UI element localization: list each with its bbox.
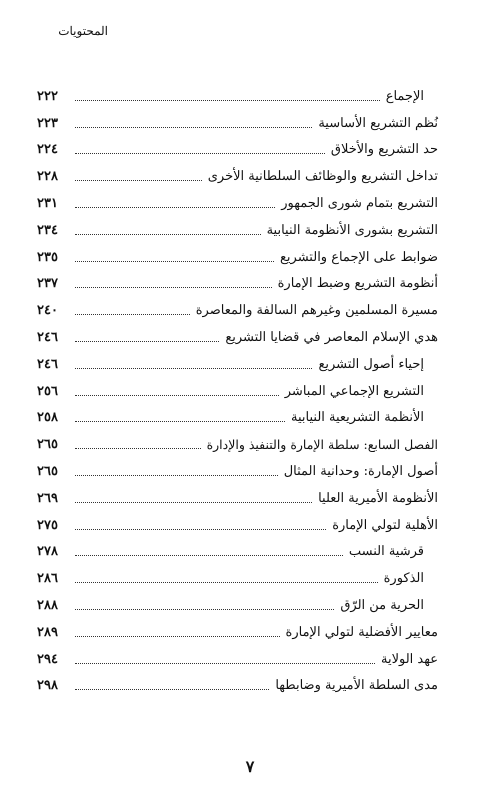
toc-entry <box>37 405 438 432</box>
toc-entry-title: الأنظومة الأميرية العليا <box>318 490 438 506</box>
toc-entry-title: مسيرة المسلمين وغيرهم السالفة والمعاصرة <box>195 303 438 319</box>
dot-leader <box>75 127 312 128</box>
toc-entry-title: تداخل التشريع والوظائف السلطانية الأخرى <box>207 169 438 185</box>
dot-leader <box>75 207 275 208</box>
toc-entry-page: ٢٦٥ <box>37 464 58 480</box>
dot-leader <box>75 502 312 503</box>
toc-entry <box>37 673 438 700</box>
toc-entry-page: ٢٨٩ <box>37 624 58 640</box>
toc-entry-title: أنظومة التشريع وضبط الإمارة <box>277 276 438 292</box>
toc-entry-page: ٢٣٤ <box>37 222 58 238</box>
toc-chapter-entry <box>37 431 438 458</box>
dot-leader <box>75 555 343 556</box>
dot-leader <box>75 287 272 288</box>
toc-entry-page: ٢٤٠ <box>37 303 58 319</box>
toc-entry-title: حد التشريع والأخلاق <box>330 142 438 158</box>
toc-entry-page: ٢٥٦ <box>37 383 58 399</box>
toc-entry-page: ٢٢٨ <box>37 169 58 185</box>
toc-entry-page: ٢٩٤ <box>37 651 58 667</box>
dot-leader <box>75 100 380 101</box>
dot-leader <box>75 314 190 315</box>
toc-entry-page: ٢٢٣ <box>37 115 58 131</box>
toc-entry-title: الحرية من الرّق <box>340 598 424 614</box>
toc-entry-page: ٢٧٥ <box>37 517 58 533</box>
toc-entry <box>37 485 438 512</box>
page-number: ٧ <box>245 757 255 776</box>
toc-entry <box>37 83 438 110</box>
toc-entry-title: مدى السلطة الأميرية وضابطها <box>275 678 438 694</box>
running-header: المحتويات <box>58 24 108 38</box>
dot-leader <box>75 153 325 154</box>
toc-entry-title: التشريع بشورى الأنظومة النيابية <box>266 222 438 238</box>
toc-entry-page: ٢٤٦ <box>37 330 58 346</box>
dot-leader <box>75 261 274 262</box>
toc-entry <box>37 110 438 137</box>
dot-leader <box>75 582 378 583</box>
toc-entry-page: ٢٩٨ <box>37 678 58 694</box>
toc-entry <box>37 512 438 539</box>
toc-entry-page: ٢٥٨ <box>37 410 58 426</box>
toc-entry <box>37 217 438 244</box>
toc-entry-page: ٢٧٨ <box>37 544 58 560</box>
toc-entry-title: التشريع بتمام شورى الجمهور <box>281 196 438 212</box>
toc-entry <box>37 646 438 673</box>
dot-leader <box>75 636 280 637</box>
toc-entry <box>37 592 438 619</box>
toc-entry <box>37 565 438 592</box>
toc-entry-page: ٢٤٦ <box>37 356 58 372</box>
toc-entry-title: الإجماع <box>385 88 424 104</box>
table-of-contents <box>37 83 438 699</box>
toc-entry-title: معايير الأفضلية لتولي الإمارة <box>285 624 438 640</box>
toc-entry-title: أصول الإمارة: وحدانية المثال <box>283 464 438 480</box>
toc-entry <box>37 297 438 324</box>
toc-entry <box>37 190 438 217</box>
toc-entry-title: هدي الإسلام المعاصر في قضايا التشريع <box>225 330 438 346</box>
toc-entry-page: ٢٣٥ <box>37 249 58 265</box>
dot-leader <box>75 609 334 610</box>
toc-entry <box>37 619 438 646</box>
dot-leader <box>75 368 312 369</box>
toc-entry-title: نُظم التشريع الأساسية <box>318 115 438 131</box>
toc-entry-page: ٢٣١ <box>37 196 58 212</box>
dot-leader <box>75 689 269 690</box>
dot-leader <box>75 234 261 235</box>
dot-leader <box>75 421 285 422</box>
dot-leader <box>75 180 202 181</box>
dot-leader <box>75 475 278 476</box>
toc-entry-page: ٢٣٧ <box>37 276 58 292</box>
dot-leader <box>75 395 279 396</box>
dot-leader <box>75 529 326 530</box>
toc-entry-page: ٢٢٢ <box>37 88 58 104</box>
toc-entry-title: ضوابط على الإجماع والتشريع <box>280 249 438 265</box>
toc-entry-title: التشريع الإجماعي المباشر <box>284 383 424 399</box>
toc-entry-title: قرشية النسب <box>348 544 424 560</box>
toc-entry-title: إحياء أصول التشريع <box>318 356 424 372</box>
toc-entry-title: الذكورة <box>383 571 424 587</box>
toc-entry-title: عهد الولاية <box>381 651 438 667</box>
toc-entry-page: ٢٨٨ <box>37 598 58 614</box>
toc-entry <box>37 137 438 164</box>
toc-entry <box>37 458 438 485</box>
toc-entry-page: ٢٦٥ <box>37 437 58 453</box>
toc-entry-title: الأهلية لتولي الإمارة <box>332 517 438 533</box>
toc-entry <box>37 539 438 566</box>
toc-entry-title: الأنظمة التشريعية النيابية <box>291 410 424 426</box>
toc-entry-page: ٢٦٩ <box>37 490 58 506</box>
dot-leader <box>75 448 201 449</box>
toc-entry <box>37 271 438 298</box>
toc-entry-page: ٢٨٦ <box>37 571 58 587</box>
toc-entry <box>37 378 438 405</box>
toc-entry <box>37 244 438 271</box>
toc-entry-title: الفصل السابع: سلطة الإمارة والتنفيذ والإدارة <box>206 436 438 452</box>
dot-leader <box>75 341 219 342</box>
toc-entry <box>37 324 438 351</box>
toc-entry <box>37 351 438 378</box>
toc-entry <box>37 163 438 190</box>
toc-entry-page: ٢٢٤ <box>37 142 58 158</box>
dot-leader <box>75 663 375 664</box>
